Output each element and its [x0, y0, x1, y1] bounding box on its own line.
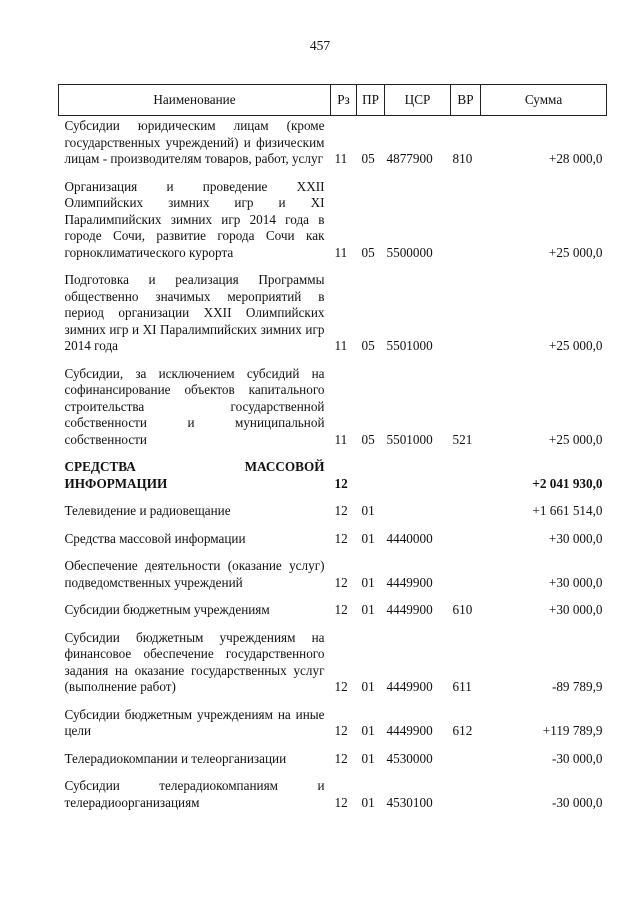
page-number: 457	[309, 38, 331, 53]
cell-sum: -89 789,9	[551, 679, 603, 694]
cell-csr: 4449900	[386, 723, 433, 738]
cell-vr	[451, 749, 481, 777]
cell-vr: 611	[452, 679, 472, 694]
cell-name: Организация и проведение XXII Олимпийских зимних игр и XI Паралимпийских зимних игр 2014 года в городе Сочи, развитие города Сочи как горноклиматического курорта	[64, 178, 325, 260]
cell-sum: +2 041 930,0	[532, 475, 603, 491]
cell-csr: 5501000	[386, 338, 433, 353]
cell-rz: 12	[334, 679, 348, 694]
cell-name: Обеспечение деятельности (оказание услуг) подведомственных учреждений	[64, 558, 325, 590]
cell-pr: 01	[361, 679, 375, 694]
table-body	[59, 116, 607, 821]
cell-pr	[357, 457, 385, 501]
cell-pr: 05	[361, 338, 375, 353]
cell-vr	[451, 556, 481, 600]
table-header	[59, 85, 607, 116]
cell-name: Телерадиокомпании и телеорганизации	[64, 750, 287, 766]
table-row	[59, 177, 607, 271]
cell-name: Субсидии, за исключением субсидий на софинансирование объектов капитального строительства государственной собственности и муниципальной собственности	[64, 365, 325, 447]
table-row	[59, 749, 607, 777]
cell-pr: 01	[361, 602, 375, 617]
cell-sum: +30 000,0	[548, 574, 603, 590]
header-vr: ВР	[451, 85, 481, 116]
cell-name: Средства массовой информации	[64, 530, 246, 546]
table-row	[59, 116, 607, 177]
cell-pr: 01	[361, 750, 375, 766]
cell-rz: 12	[334, 602, 348, 617]
cell-pr: 01	[361, 530, 375, 546]
header-rz: Рз	[331, 85, 357, 116]
table-row	[59, 628, 607, 705]
cell-name: Субсидии бюджетным учреждениям	[64, 602, 270, 617]
cell-csr: 5500000	[386, 244, 433, 260]
cell-vr: 610	[452, 602, 473, 617]
cell-vr	[451, 177, 481, 271]
cell-vr	[451, 501, 481, 529]
cell-csr	[385, 501, 451, 529]
cell-sum: -30 000,0	[551, 794, 603, 810]
cell-sum: +30 000,0	[548, 602, 603, 617]
table-row	[59, 457, 607, 501]
cell-csr: 4449900	[386, 574, 433, 590]
cell-rz: 12	[334, 530, 348, 546]
cell-csr: 4449900	[386, 679, 433, 694]
cell-csr: 4449900	[386, 602, 433, 617]
cell-name: Телевидение и радиовещание	[64, 503, 231, 518]
cell-rz: 11	[334, 244, 348, 260]
cell-rz: 12	[334, 574, 348, 590]
cell-pr: 01	[361, 503, 375, 518]
cell-sum: -30 000,0	[551, 750, 603, 766]
cell-csr: 5501000	[386, 431, 433, 447]
cell-vr	[451, 270, 481, 364]
cell-rz: 12	[334, 794, 348, 810]
cell-vr: 810	[452, 151, 473, 166]
cell-sum: +25 000,0	[548, 244, 603, 260]
cell-rz: 12	[334, 475, 348, 491]
cell-csr: 4530100	[386, 794, 433, 810]
cell-sum: +25 000,0	[548, 338, 603, 353]
cell-vr	[451, 457, 481, 501]
budget-table	[58, 84, 607, 820]
cell-vr: 612	[452, 723, 473, 738]
cell-rz: 12	[334, 750, 348, 766]
cell-name: Субсидии бюджетным учреждениям на иные цели	[64, 706, 325, 738]
cell-pr: 05	[361, 151, 375, 166]
cell-rz: 11	[334, 431, 348, 447]
cell-rz: 12	[334, 723, 348, 738]
cell-pr: 01	[361, 574, 375, 590]
cell-csr: 4530000	[386, 750, 433, 766]
cell-name: СРЕДСТВА МАССОВОЙ ИНФОРМАЦИИ	[64, 459, 325, 491]
table-row	[59, 556, 607, 600]
cell-sum: +119 789,9	[542, 723, 603, 738]
cell-pr: 05	[361, 431, 375, 447]
cell-name: Подготовка и реализация Программы общественно значимых мероприятий в период организации XXII Олимпийских зимних игр и XI Паралимпийских зимних игр 2014 года	[64, 272, 325, 353]
cell-rz: 11	[334, 151, 348, 166]
cell-pr: 01	[361, 794, 375, 810]
cell-name: Субсидии телерадиокомпаниям и телерадиоорганизациям	[64, 778, 325, 810]
cell-rz: 12	[334, 503, 348, 518]
cell-csr	[385, 457, 451, 501]
header-name: Наименование	[59, 85, 331, 116]
cell-pr: 01	[361, 723, 375, 738]
cell-vr	[451, 529, 481, 557]
cell-name: Субсидии юридическим лицам (кроме государственных учреждений) и физическим лицам - производителям товаров, работ, услуг	[64, 118, 325, 166]
cell-pr: 05	[361, 244, 375, 260]
table-row	[59, 529, 607, 557]
cell-sum: +30 000,0	[548, 530, 603, 546]
header-sum: Сумма	[481, 85, 607, 116]
cell-sum: +25 000,0	[548, 431, 603, 447]
header-pr: ПР	[357, 85, 385, 116]
cell-rz: 11	[334, 338, 348, 353]
cell-csr: 4440000	[386, 530, 433, 546]
cell-name: Субсидии бюджетным учреждениям на финансовое обеспечение государственного задания на оказание государственных услуг (выполнение работ)	[64, 629, 325, 694]
cell-sum: +1 661 514,0	[532, 503, 603, 518]
cell-sum: +28 000,0	[548, 151, 603, 166]
table-row	[59, 270, 607, 364]
table-row	[59, 705, 607, 749]
table-row	[59, 501, 607, 529]
header-row	[59, 85, 607, 116]
header-csr: ЦСР	[385, 85, 451, 116]
table-row	[59, 776, 607, 820]
table-row	[59, 600, 607, 628]
table-row	[59, 364, 607, 458]
cell-vr	[451, 776, 481, 820]
cell-vr: 521	[452, 431, 473, 447]
cell-csr: 4877900	[386, 151, 433, 166]
